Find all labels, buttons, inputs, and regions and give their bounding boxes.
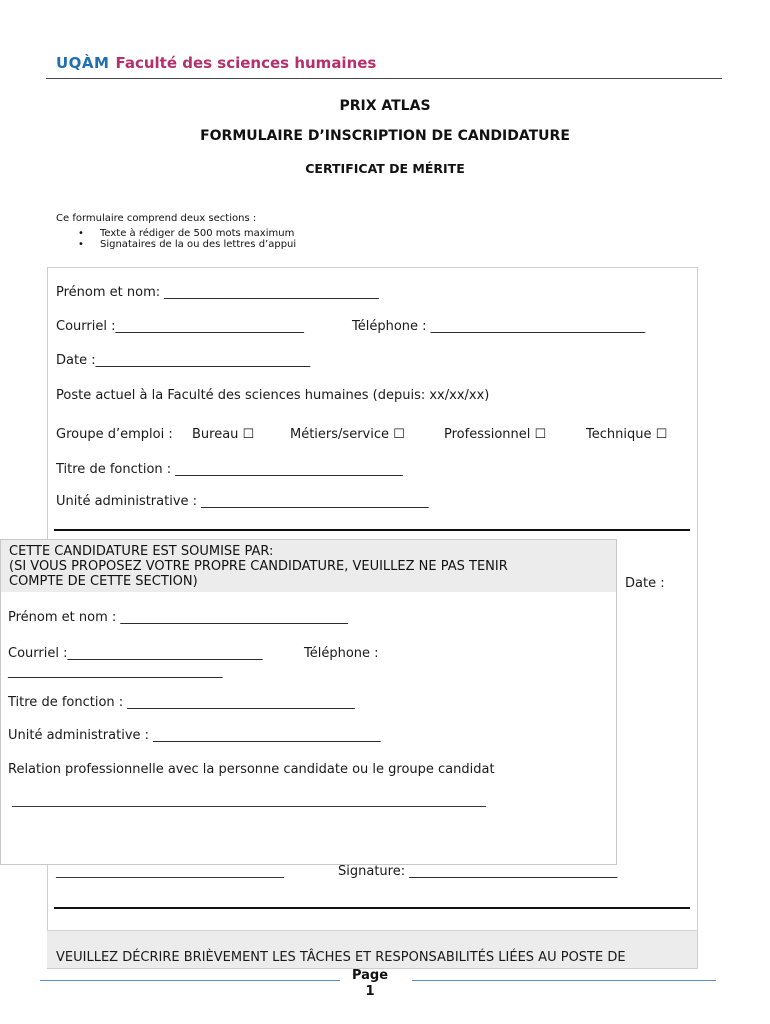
intro-bullet: • Signataires de la ou des lettres d’appui xyxy=(78,239,296,250)
submitter-heading-note-2: COMPTE DE CETTE SECTION) xyxy=(9,574,198,589)
description-heading: VEUILLEZ DÉCRIRE BRIÈVEMENT LES TÂCHES ET RESPONSABILITÉS LIÉES AU POSTE DE xyxy=(56,950,626,965)
uqam-logo-text: UQÀM xyxy=(56,54,110,72)
signature-left-line[interactable]: ______________________________________ xyxy=(56,864,284,878)
relation-field[interactable]: _______________________________________________________________________________ xyxy=(12,793,486,807)
submitter-unite-field[interactable]: Unité administrative : ___________________________________ xyxy=(8,728,381,743)
intro-text: Ce formulaire comprend deux sections : xyxy=(56,213,257,224)
page-number xyxy=(330,968,410,1000)
checkbox-professionnel[interactable]: Professionnel ☐ xyxy=(444,427,547,442)
candidate-date-field[interactable]: Date :_________________________________ xyxy=(56,353,311,368)
candidate-titre-field[interactable]: Titre de fonction : ___________________________________ xyxy=(56,462,403,477)
groupe-emploi-label: Groupe d’emploi : xyxy=(56,427,173,442)
candidate-poste-label: Poste actuel à la Faculté des sciences humaines (depuis: xx/xx/xx) xyxy=(56,388,490,403)
submitter-date-label: Date : xyxy=(625,576,665,591)
page-label: Page xyxy=(351,968,389,983)
candidate-unite-field[interactable]: Unité administrative : ___________________________________ xyxy=(56,494,429,509)
checkbox-bureau[interactable]: Bureau ☐ xyxy=(192,427,255,442)
submitter-name-field[interactable]: Prénom et nom : ___________________________________ xyxy=(8,610,348,625)
submitter-titre-field[interactable]: Titre de fonction : ___________________________________ xyxy=(8,695,355,710)
footer-line-right xyxy=(412,980,716,981)
form-title: FORMULAIRE D’INSCRIPTION DE CANDIDATURE xyxy=(200,128,570,144)
page-number-value: 1 xyxy=(365,984,375,999)
submitter-header xyxy=(1,540,616,592)
submitter-heading-note: (SI VOUS PROPOSEZ VOTRE PROPRE CANDIDATURE, VEUILLEZ NE PAS TENIR xyxy=(9,559,508,574)
header-divider xyxy=(46,78,722,79)
form-subtitle: CERTIFICAT DE MÉRITE xyxy=(305,161,465,176)
intro-bullets xyxy=(78,228,296,250)
checkbox-metiers[interactable]: Métiers/service ☐ xyxy=(290,427,405,442)
faculty-logo xyxy=(56,54,376,72)
faculty-name: Faculté des sciences humaines xyxy=(115,54,377,72)
submitter-email-field[interactable]: Courriel :______________________________ xyxy=(8,646,263,661)
submitter-phone-field[interactable]: _________________________________ xyxy=(8,664,223,679)
candidate-phone-field[interactable]: Téléphone : _________________________________ xyxy=(352,319,646,334)
intro-bullet: • Texte à rédiger de 500 mots maximum xyxy=(78,228,296,239)
submitter-heading: CETTE CANDIDATURE EST SOUMISE PAR: xyxy=(9,544,274,559)
submitter-phone-label: Téléphone : xyxy=(304,646,379,661)
checkbox-technique[interactable]: Technique ☐ xyxy=(586,427,668,442)
signature-divider xyxy=(54,907,690,909)
prize-title: PRIX ATLAS xyxy=(339,98,431,114)
signature-field[interactable]: Signature: ________________________________ xyxy=(338,864,618,879)
footer-line-left xyxy=(40,980,340,981)
candidate-name-field[interactable]: Prénom et nom: _________________________________ xyxy=(56,285,379,300)
candidate-email-field[interactable]: Courriel :_____________________________ xyxy=(56,319,304,334)
section-divider xyxy=(54,529,690,531)
relation-label: Relation professionnelle avec la personne candidate ou le groupe candidat xyxy=(8,762,495,777)
